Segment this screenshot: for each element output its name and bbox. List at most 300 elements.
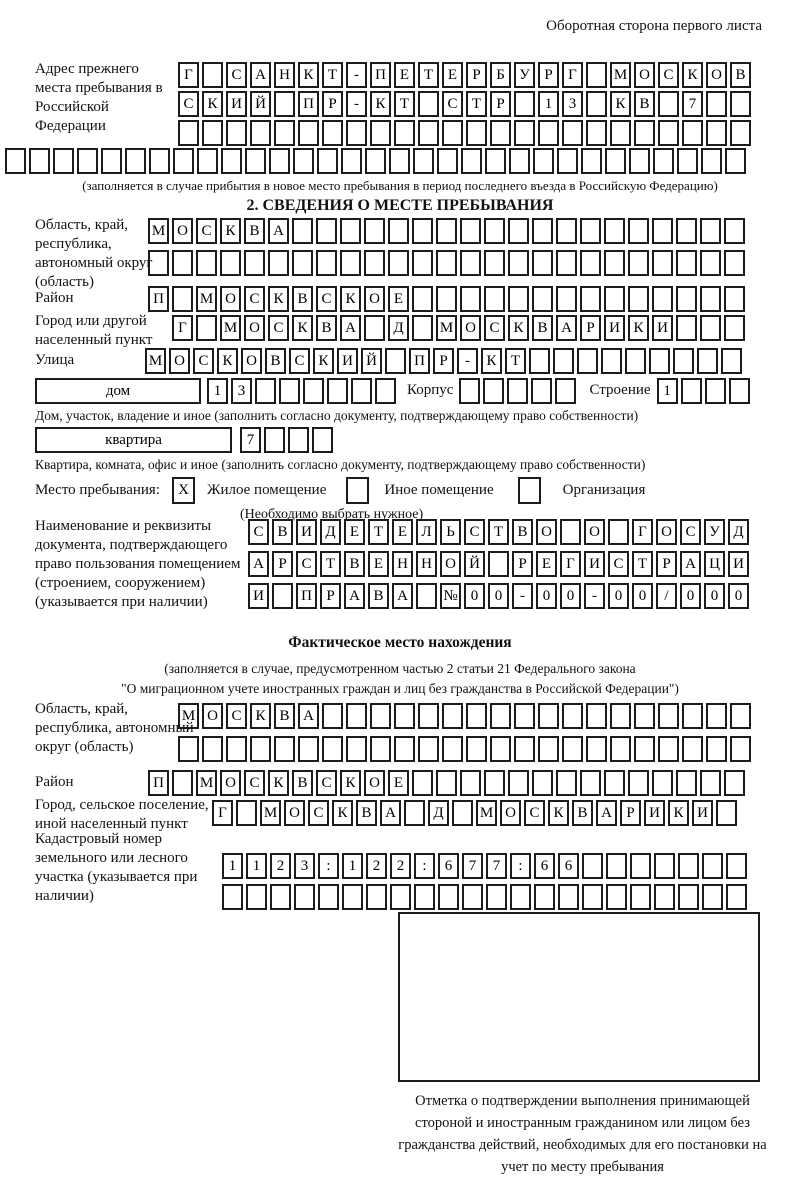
- char-cell: :: [414, 853, 435, 879]
- char-cell: [532, 218, 553, 244]
- char-cell: В: [244, 218, 265, 244]
- char-cell: [466, 703, 487, 729]
- char-cell: [508, 218, 529, 244]
- char-cell: 3: [294, 853, 315, 879]
- char-cell: [514, 91, 535, 117]
- char-cell: [700, 315, 721, 341]
- char-cell: О: [364, 286, 385, 312]
- char-cell: [628, 770, 649, 796]
- char-cell: [706, 703, 727, 729]
- char-cell: 1: [657, 378, 678, 404]
- char-cell: [562, 120, 583, 146]
- char-cell: О: [634, 62, 655, 88]
- char-cell: О: [244, 315, 265, 341]
- fact-oblast-label: Область, край, республика, автономный округ (область): [35, 701, 194, 755]
- char-cell: [532, 286, 553, 312]
- char-cell: [438, 884, 459, 910]
- char-cell: Р: [320, 583, 341, 609]
- char-cell: И: [337, 348, 358, 374]
- char-cell: А: [556, 315, 577, 341]
- char-cell: [724, 315, 745, 341]
- char-cell: [700, 770, 721, 796]
- char-cell: [676, 315, 697, 341]
- prev-address-row-1: [178, 62, 754, 88]
- char-cell: С: [680, 519, 701, 545]
- char-cell: [682, 120, 703, 146]
- prev-address-row-4: [5, 148, 749, 174]
- raion-label: Район: [35, 290, 74, 306]
- char-cell: [681, 378, 702, 404]
- char-cell: [724, 218, 745, 244]
- char-cell: Ц: [704, 551, 725, 577]
- char-cell: Р: [490, 91, 511, 117]
- oblast-label: Область, край, республика, автономный округ (область): [35, 217, 153, 290]
- char-cell: [729, 378, 750, 404]
- char-cell: [346, 736, 367, 762]
- char-cell: [490, 703, 511, 729]
- char-cell: [730, 91, 751, 117]
- char-cell: [436, 286, 457, 312]
- char-cell: Р: [272, 551, 293, 577]
- char-cell: [178, 120, 199, 146]
- char-cell: [416, 583, 437, 609]
- char-cell: 6: [534, 853, 555, 879]
- char-cell: :: [318, 853, 339, 879]
- char-cell: [442, 736, 463, 762]
- char-cell: -: [457, 348, 478, 374]
- char-cell: [365, 148, 386, 174]
- char-cell: К: [682, 62, 703, 88]
- char-cell: [601, 348, 622, 374]
- char-cell: [649, 348, 670, 374]
- char-cell: П: [296, 583, 317, 609]
- char-cell: Е: [388, 286, 409, 312]
- oblast-row-1: [148, 218, 748, 244]
- char-cell: Д: [728, 519, 749, 545]
- char-cell: [610, 703, 631, 729]
- char-cell: 0: [704, 583, 725, 609]
- fact-raion-row: [148, 770, 748, 796]
- char-cell: [484, 770, 505, 796]
- oblast-row-2: [148, 250, 748, 276]
- char-cell: [673, 348, 694, 374]
- char-cell: [317, 148, 338, 174]
- char-cell: С: [316, 770, 337, 796]
- char-cell: [586, 91, 607, 117]
- char-cell: [628, 286, 649, 312]
- char-cell: [556, 218, 577, 244]
- organization-checkbox: [518, 477, 541, 504]
- char-cell: [630, 853, 651, 879]
- char-cell: Д: [428, 800, 449, 826]
- doc-label: Наименование и реквизиты документа, подтверждающего право пользования помещением (строением, сооружением) (указывается при наличии): [35, 518, 241, 610]
- char-cell: [726, 884, 747, 910]
- char-cell: [634, 703, 655, 729]
- fact-note-2: "О миграционном учете иностранных граждан и лиц без гражданства в Российской Федерации"): [121, 681, 679, 696]
- char-cell: [264, 427, 285, 453]
- char-cell: [586, 62, 607, 88]
- char-cell: [226, 120, 247, 146]
- char-cell: [724, 286, 745, 312]
- char-cell: [556, 250, 577, 276]
- char-cell: [294, 884, 315, 910]
- ulitsa-label: Улица: [35, 352, 75, 368]
- char-cell: С: [464, 519, 485, 545]
- char-cell: [172, 250, 193, 276]
- char-cell: [418, 120, 439, 146]
- char-cell: Т: [488, 519, 509, 545]
- char-cell: М: [260, 800, 281, 826]
- char-cell: [413, 148, 434, 174]
- char-cell: М: [436, 315, 457, 341]
- char-cell: [658, 120, 679, 146]
- char-cell: [268, 250, 289, 276]
- char-cell: [628, 218, 649, 244]
- char-cell: [702, 884, 723, 910]
- char-cell: [514, 703, 535, 729]
- char-cell: В: [730, 62, 751, 88]
- char-cell: А: [248, 551, 269, 577]
- char-cell: К: [668, 800, 689, 826]
- char-cell: [245, 148, 266, 174]
- char-cell: [532, 770, 553, 796]
- char-cell: 1: [246, 853, 267, 879]
- char-cell: Р: [512, 551, 533, 577]
- char-cell: [236, 800, 257, 826]
- char-cell: В: [572, 800, 593, 826]
- char-cell: П: [148, 770, 169, 796]
- char-cell: Й: [464, 551, 485, 577]
- char-cell: [580, 218, 601, 244]
- char-cell: [676, 250, 697, 276]
- char-cell: [274, 736, 295, 762]
- char-cell: [388, 250, 409, 276]
- char-cell: [538, 703, 559, 729]
- char-cell: [340, 218, 361, 244]
- prev-address-row-2: [178, 91, 754, 117]
- char-cell: [730, 736, 751, 762]
- char-cell: С: [289, 348, 310, 374]
- char-cell: 7: [462, 853, 483, 879]
- mesto-note: (Необходимо выбрать нужное): [240, 507, 424, 522]
- char-cell: К: [250, 703, 271, 729]
- kvartira-note: Квартира, комната, офис и иное (заполнить согласно документу, подтверждающему право собственности): [35, 457, 646, 472]
- char-cell: [226, 736, 247, 762]
- char-cell: [677, 148, 698, 174]
- char-cell: К: [628, 315, 649, 341]
- char-cell: А: [344, 583, 365, 609]
- char-cell: [553, 348, 574, 374]
- char-cell: 0: [680, 583, 701, 609]
- char-cell: 0: [728, 583, 749, 609]
- char-cell: [322, 703, 343, 729]
- char-cell: С: [193, 348, 214, 374]
- kadastr-row-2: [222, 884, 750, 910]
- char-cell: С: [268, 315, 289, 341]
- char-cell: Р: [620, 800, 641, 826]
- char-cell: [654, 884, 675, 910]
- char-cell: [484, 250, 505, 276]
- char-cell: [414, 884, 435, 910]
- char-cell: О: [172, 218, 193, 244]
- char-cell: 0: [464, 583, 485, 609]
- char-cell: О: [202, 703, 223, 729]
- char-cell: М: [196, 286, 217, 312]
- char-cell: К: [292, 315, 313, 341]
- char-cell: С: [196, 218, 217, 244]
- char-cell: У: [704, 519, 725, 545]
- char-cell: [272, 583, 293, 609]
- char-cell: 0: [488, 583, 509, 609]
- char-cell: [678, 884, 699, 910]
- section2-title: 2. СВЕДЕНИЯ О МЕСТЕ ПРЕБЫВАНИЯ: [246, 197, 554, 214]
- gorod-label: Город или другой населенный пункт: [35, 313, 153, 348]
- char-cell: К: [298, 62, 319, 88]
- char-cell: Г: [178, 62, 199, 88]
- char-cell: [316, 250, 337, 276]
- char-cell: [586, 703, 607, 729]
- char-cell: 0: [560, 583, 581, 609]
- char-cell: [560, 519, 581, 545]
- char-cell: [604, 218, 625, 244]
- fact-raion-label: Район: [35, 774, 74, 790]
- char-cell: [533, 148, 554, 174]
- char-cell: Н: [392, 551, 413, 577]
- char-cell: Т: [505, 348, 526, 374]
- char-cell: [514, 736, 535, 762]
- char-cell: [676, 770, 697, 796]
- char-cell: [706, 120, 727, 146]
- char-cell: И: [652, 315, 673, 341]
- char-cell: С: [524, 800, 545, 826]
- char-cell: [509, 148, 530, 174]
- char-cell: С: [244, 770, 265, 796]
- char-cell: Т: [632, 551, 653, 577]
- char-cell: [558, 884, 579, 910]
- char-cell: О: [656, 519, 677, 545]
- char-cell: Р: [322, 91, 343, 117]
- char-cell: [250, 736, 271, 762]
- char-cell: [700, 250, 721, 276]
- char-cell: [605, 148, 626, 174]
- char-cell: [577, 348, 598, 374]
- char-cell: [270, 884, 291, 910]
- char-cell: [250, 120, 271, 146]
- char-cell: В: [272, 519, 293, 545]
- char-cell: [625, 348, 646, 374]
- char-cell: [466, 736, 487, 762]
- char-cell: [676, 218, 697, 244]
- char-cell: [606, 853, 627, 879]
- char-cell: С: [226, 703, 247, 729]
- char-cell: Р: [466, 62, 487, 88]
- char-cell: :: [510, 853, 531, 879]
- char-cell: С: [316, 286, 337, 312]
- char-cell: М: [220, 315, 241, 341]
- char-cell: В: [274, 703, 295, 729]
- char-cell: Г: [562, 62, 583, 88]
- char-cell: [507, 378, 528, 404]
- char-cell: [202, 62, 223, 88]
- char-cell: Л: [416, 519, 437, 545]
- dom-cells: [207, 378, 399, 404]
- char-cell: П: [409, 348, 430, 374]
- char-cell: 0: [632, 583, 653, 609]
- stroenie-label: Строение: [589, 382, 651, 398]
- char-cell: 0: [536, 583, 557, 609]
- char-cell: [488, 551, 509, 577]
- char-cell: [562, 703, 583, 729]
- char-cell: [557, 148, 578, 174]
- char-cell: [508, 770, 529, 796]
- char-cell: [202, 736, 223, 762]
- char-cell: [652, 770, 673, 796]
- char-cell: [77, 148, 98, 174]
- char-cell: Г: [632, 519, 653, 545]
- char-cell: К: [340, 286, 361, 312]
- char-cell: М: [178, 703, 199, 729]
- char-cell: [610, 120, 631, 146]
- char-cell: [342, 884, 363, 910]
- char-cell: [529, 348, 550, 374]
- char-cell: [274, 120, 295, 146]
- char-cell: [586, 736, 607, 762]
- char-cell: [721, 348, 742, 374]
- char-cell: К: [220, 218, 241, 244]
- char-cell: [173, 148, 194, 174]
- char-cell: -: [346, 91, 367, 117]
- stamp-note: Отметка о подтверждении выполнения принимающей стороной и иностранным гражданином или лицом без гражданства действий, необходимых для его постановки на учет по месту пребывания: [398, 1093, 767, 1175]
- char-cell: [483, 378, 504, 404]
- char-cell: /: [656, 583, 677, 609]
- char-cell: 0: [608, 583, 629, 609]
- char-cell: С: [226, 62, 247, 88]
- char-cell: [706, 736, 727, 762]
- char-cell: [484, 286, 505, 312]
- char-cell: [700, 286, 721, 312]
- char-cell: [634, 736, 655, 762]
- char-cell: [412, 218, 433, 244]
- char-cell: [222, 884, 243, 910]
- char-cell: О: [500, 800, 521, 826]
- char-cell: [412, 770, 433, 796]
- char-cell: Е: [392, 519, 413, 545]
- char-cell: А: [298, 703, 319, 729]
- char-cell: [510, 884, 531, 910]
- char-cell: [460, 250, 481, 276]
- fact-note-1: (заполняется в случае, предусмотренном частью 2 статьи 21 Федерального закона: [164, 661, 636, 676]
- char-cell: [370, 120, 391, 146]
- char-cell: В: [344, 551, 365, 577]
- char-cell: 1: [207, 378, 228, 404]
- char-cell: [658, 736, 679, 762]
- char-cell: Е: [368, 551, 389, 577]
- char-cell: [490, 120, 511, 146]
- char-cell: №: [440, 583, 461, 609]
- char-cell: [412, 315, 433, 341]
- char-cell: [196, 315, 217, 341]
- char-cell: Н: [274, 62, 295, 88]
- residential-checkbox: X: [172, 477, 195, 504]
- char-cell: [460, 286, 481, 312]
- prev-address-label: Адрес прежнего места пребывания в Российской Федерации: [35, 61, 163, 134]
- char-cell: А: [250, 62, 271, 88]
- char-cell: В: [292, 286, 313, 312]
- char-cell: [404, 800, 425, 826]
- char-cell: [390, 884, 411, 910]
- char-cell: Т: [320, 551, 341, 577]
- char-cell: Р: [580, 315, 601, 341]
- char-cell: [490, 736, 511, 762]
- char-cell: О: [220, 286, 241, 312]
- char-cell: Т: [394, 91, 415, 117]
- char-cell: [375, 378, 396, 404]
- char-cell: С: [658, 62, 679, 88]
- char-cell: [582, 853, 603, 879]
- char-cell: [388, 218, 409, 244]
- char-cell: [460, 218, 481, 244]
- char-cell: [452, 800, 473, 826]
- doc-row-1: [248, 519, 752, 545]
- char-cell: 2: [270, 853, 291, 879]
- char-cell: [244, 250, 265, 276]
- kadastr-label: Кадастровый номер земельного или лесного участка (указывается при наличии): [35, 831, 198, 904]
- korpus-cells: [459, 378, 579, 404]
- char-cell: П: [370, 62, 391, 88]
- char-cell: 1: [342, 853, 363, 879]
- char-cell: [630, 884, 651, 910]
- char-cell: П: [148, 286, 169, 312]
- char-cell: [366, 884, 387, 910]
- char-cell: [678, 853, 699, 879]
- char-cell: [514, 120, 535, 146]
- char-cell: [29, 148, 50, 174]
- stroenie-cells: [657, 378, 753, 404]
- kvartira-cells: [240, 427, 336, 453]
- char-cell: О: [584, 519, 605, 545]
- char-cell: [658, 703, 679, 729]
- organization-label: Организация: [562, 482, 646, 498]
- char-cell: [726, 853, 747, 879]
- raion-row: [148, 286, 748, 312]
- char-cell: [197, 148, 218, 174]
- kvartira-box: квартира: [35, 427, 232, 453]
- char-cell: [437, 148, 458, 174]
- char-cell: 2: [390, 853, 411, 879]
- char-cell: [604, 770, 625, 796]
- char-cell: [531, 378, 552, 404]
- char-cell: [682, 736, 703, 762]
- char-cell: К: [202, 91, 223, 117]
- char-cell: [604, 286, 625, 312]
- char-cell: [508, 286, 529, 312]
- char-cell: В: [634, 91, 655, 117]
- char-cell: [293, 148, 314, 174]
- char-cell: [298, 120, 319, 146]
- char-cell: Д: [320, 519, 341, 545]
- char-cell: [316, 218, 337, 244]
- char-cell: [586, 120, 607, 146]
- char-cell: Д: [388, 315, 409, 341]
- char-cell: [606, 884, 627, 910]
- char-cell: М: [610, 62, 631, 88]
- char-cell: Е: [536, 551, 557, 577]
- other-premises-checkbox: [346, 477, 369, 504]
- dom-box: дом: [35, 378, 201, 404]
- char-cell: К: [332, 800, 353, 826]
- char-cell: [279, 378, 300, 404]
- char-cell: М: [196, 770, 217, 796]
